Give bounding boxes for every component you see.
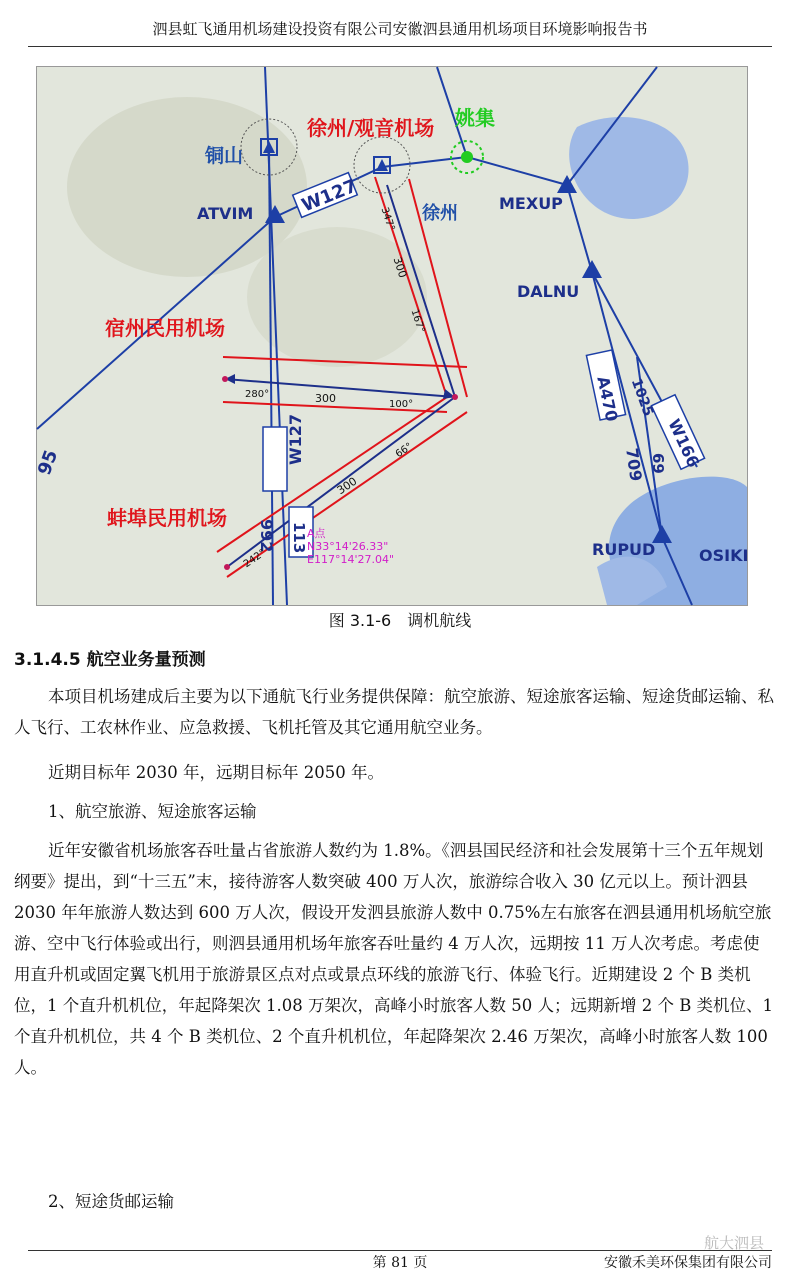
route-w166: W166 <box>664 415 704 471</box>
heading-280: 280° <box>245 389 270 400</box>
label-atvim: ATVIM <box>197 204 254 223</box>
route-w127-left: W127 <box>286 413 305 465</box>
header-title: 泗县虹飞通用机场建设投资有限公司安徽泗县通用机场项目环境影响报告书 <box>152 20 648 38</box>
point-a-label: A点 <box>307 527 326 540</box>
route-w127-top: W127 <box>298 175 360 217</box>
label-mexup: MEXUP <box>499 194 563 213</box>
turn-point <box>222 376 228 382</box>
label-tongshan: 铜山 <box>205 145 244 167</box>
route-992: 992 <box>257 519 276 553</box>
turn-point <box>224 564 230 570</box>
paragraph-services: 本项目机场建成后主要为以下通航飞行业务提供保障：航空旅游、短途旅客运输、短途货邮运输、私人飞行、工农林作业、应急救援、飞机托管及其它通用航空业务。 <box>14 687 774 737</box>
footer-organization: 安徽禾美环保集团有限公司 <box>604 1255 772 1271</box>
yaoji-dot <box>461 151 473 163</box>
heading-100: 100° <box>389 399 414 410</box>
label-osiki: OSIKI <box>699 546 749 565</box>
heading-347: 347° <box>378 206 397 233</box>
route-1025: 1025 <box>627 376 657 419</box>
route-95: 95 <box>33 447 63 478</box>
heading-66: 66° <box>393 441 415 461</box>
page-header <box>28 14 772 47</box>
route-69: 69 <box>649 453 667 474</box>
route-map <box>33 66 749 606</box>
label-xuzhou-airport: 徐州/观音机场 <box>307 116 435 140</box>
label-suzhou-airport: 宿州民用机场 <box>105 316 225 340</box>
label-bengbu-airport: 蚌埠民用机场 <box>107 506 227 530</box>
route-map-svg <box>33 67 749 605</box>
distance-300-south: 300 <box>334 474 360 498</box>
point-a-lat: N33°14'26.33" <box>307 540 389 553</box>
watermark-text: 航大泗县 <box>703 1234 764 1252</box>
paragraph-tourism-forecast: 近年安徽省机场旅客吞吐量占省旅游人数约为 1.8%。《泗县国民经济和社会发展第十三个五年规划纲要》提出，到“十三五”末，接待游客人数突破 400 万人次，旅游综合收入 30 亿元以上。预计泗县 2030 年年旅游人数达到 600 万人次，假设开发泗县旅游人数中 0.75%左右旅客在泗县通用机场航空旅游、空中飞行体验或出行，则泗县通用机场年旅客吞吐量约 4 万人次，远期按 11 万人次考虑。考虑使用直升机或固定翼飞机用于旅游景区点对点或景点环线的旅游飞行、体验飞行。近期建设 2 个 B 类机位，1 个直升机机位，年起降架次 1.08 万架次，高峰小时旅客人数 50 人；远期新增 2 个 B 类机位、1 个直升机机位，共 4 个 B 类机位、2 个直升机机位，年起降架次 2.46 万架次，高峰小时旅客人数 100 人。 <box>14 841 774 1077</box>
heading-242: 242° <box>241 547 268 571</box>
label-dalnu: DALNU <box>517 282 580 301</box>
page-footer <box>28 1250 772 1271</box>
heading-167: 167° <box>408 308 427 335</box>
label-xuzhou: 徐州 <box>422 203 458 224</box>
distance-300-middle: 300 <box>315 392 336 405</box>
distance-300-north: 300 <box>390 255 410 280</box>
figure-caption: 图 3.1-6 调机航线 <box>328 611 472 630</box>
label-yaoji: 姚集 <box>455 106 495 130</box>
section-title: 3.1.4.5 航空业务量预测 <box>14 650 206 670</box>
turn-point <box>452 394 458 400</box>
point-a-lon: E117°14'27.04" <box>307 553 395 566</box>
paragraph-heading-tourism: 1、航空旅游、短途旅客运输 <box>48 802 257 821</box>
paragraph-heading-cargo: 2、短途货邮运输 <box>48 1192 174 1211</box>
route-a470: A470 <box>593 374 622 424</box>
paragraph-target-years: 近期目标年 2030 年，远期目标年 2050 年。 <box>48 763 384 782</box>
route-113: 113 <box>290 522 308 554</box>
label-rupud: RUPUD <box>592 540 656 559</box>
page-number: 第 81 页 <box>372 1255 428 1271</box>
route-709: 709 <box>622 446 646 483</box>
